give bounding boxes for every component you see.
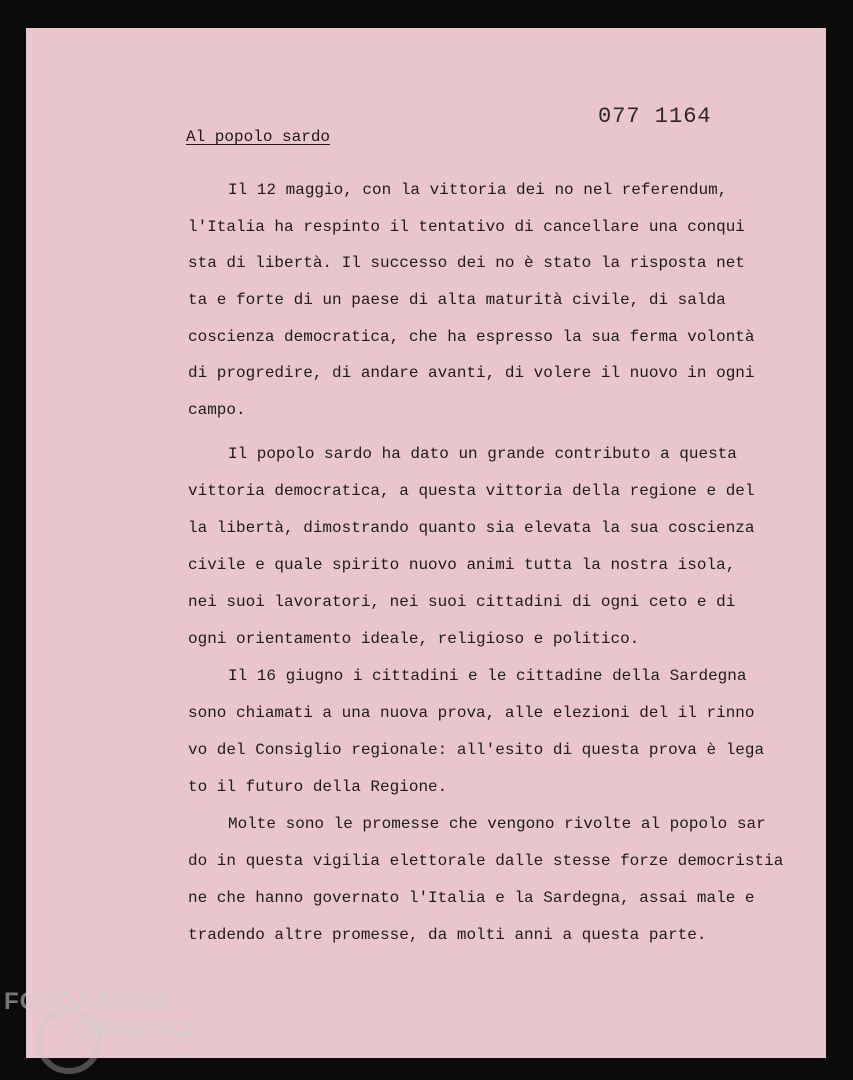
text-line: campo. <box>188 401 246 419</box>
watermark-line1: FONDAZIONE <box>4 988 173 1015</box>
text-line: ta e forte di un paese di alta maturità civile, di salda <box>188 291 726 309</box>
watermark-line2: GRAMSCI <box>74 1016 195 1043</box>
text-line: ne che hanno governato l'Italia e la Sardegna, assai male e <box>188 889 755 907</box>
text-line: ogni orientamento ideale, religioso e politico. <box>188 630 640 648</box>
text-line: do in questa vigilia elettorale dalle stesse forze democristia <box>188 852 784 870</box>
document-page <box>26 28 826 1058</box>
watermark-line3: onlus <box>176 1050 200 1061</box>
text-line: Molte sono le promesse che vengono rivolte al popolo sar <box>228 815 766 833</box>
text-line: nei suoi lavoratori, nei suoi cittadini di ogni ceto e di <box>188 593 736 611</box>
text-line: sta di libertà. Il successo dei no è stato la risposta net <box>188 254 745 272</box>
text-line: Il 16 giugno i cittadini e le cittadine della Sardegna <box>228 667 747 685</box>
text-line: civile e quale spirito nuovo animi tutta la nostra isola, <box>188 556 736 574</box>
text-line: vittoria democratica, a questa vittoria della regione e del <box>188 482 755 500</box>
text-line: vo del Consiglio regionale: all'esito di questa prova è lega <box>188 741 765 759</box>
text-line: di progredire, di andare avanti, di volere il nuovo in ogni <box>188 364 755 382</box>
text-line: tradendo altre promesse, da molti anni a questa parte. <box>188 926 707 944</box>
fondazione-gramsci-watermark <box>4 988 214 1078</box>
text-line: sono chiamati a una nuova prova, alle elezioni del il rinno <box>188 704 755 722</box>
text-line: Il 12 maggio, con la vittoria dei no nel referendum, <box>228 181 728 199</box>
archive-number: 077 1164 <box>598 104 712 129</box>
text-line: Il popolo sardo ha dato un grande contributo a questa <box>228 445 737 463</box>
text-line: coscienza democratica, che ha espresso la sua ferma volontà <box>188 328 755 346</box>
document-title: Al popolo sardo <box>186 128 331 146</box>
text-line: l'Italia ha respinto il tentativo di cancellare una conqui <box>188 218 745 236</box>
text-line: to il futuro della Regione. <box>188 778 448 796</box>
text-line: la libertà, dimostrando quanto sia elevata la sua coscienza <box>188 519 755 537</box>
